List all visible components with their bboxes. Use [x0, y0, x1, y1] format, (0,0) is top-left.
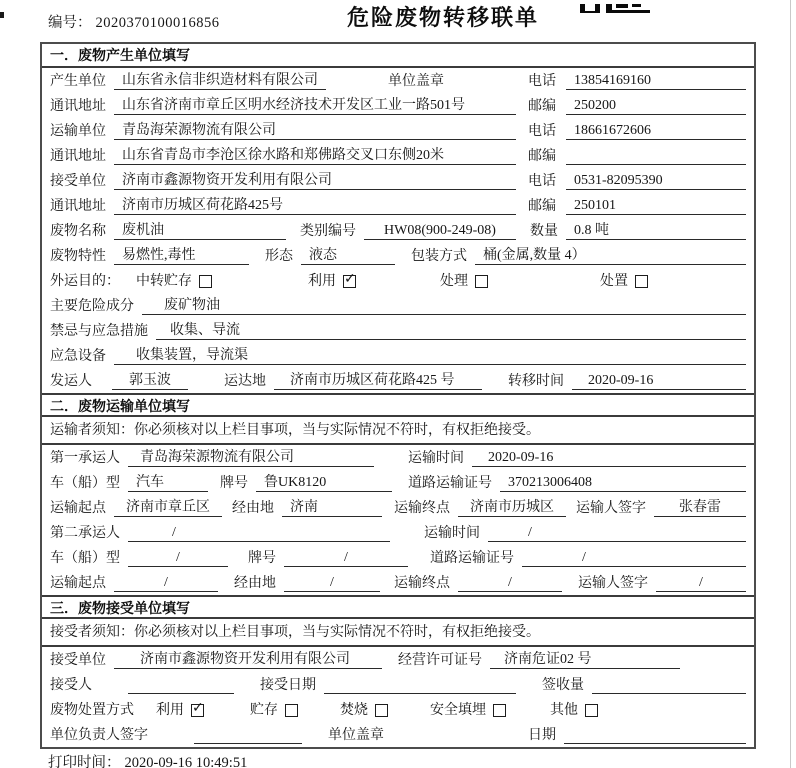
transfer-storage-checkbox [199, 275, 212, 288]
disposal-option-incinerate [340, 702, 388, 719]
accept-date-value [324, 693, 516, 694]
manifest-form [40, 42, 756, 749]
waste-form-label: 形态 [265, 249, 293, 264]
disposal-row [42, 697, 754, 722]
signoff-date-value [564, 743, 746, 744]
destination-value: 济南市历城区荷花路425 号 [274, 372, 482, 390]
receiver-address-label: 通讯地址 [50, 199, 106, 214]
transporter-address-label: 通讯地址 [50, 149, 106, 164]
waste-name-label: 废物名称 [50, 224, 106, 239]
option-label: 利用 [156, 703, 184, 718]
accept-unit-label: 接受单位 [50, 653, 106, 668]
route1-start-label: 运输起点 [50, 501, 106, 516]
route2-via-label: 经由地 [234, 576, 276, 591]
carrier2-time-value: / [488, 524, 746, 542]
vehicle1-label: 车（船）型 [50, 476, 120, 491]
section2-heading: 二．废物运输单位填写 [42, 393, 754, 417]
dispose-checkbox [635, 275, 648, 288]
hazard-value: 废矿物油 [142, 297, 746, 315]
option-label: 处置 [600, 274, 628, 289]
option-label: 焚烧 [340, 703, 368, 718]
waste-traits-value: 易燃性,毒性 [114, 247, 249, 265]
disposal-option-other [550, 702, 598, 719]
vehicle1-value: 汽车 [128, 474, 208, 492]
permit-label: 经营许可证号 [398, 653, 482, 668]
receiver-phone-label: 电话 [528, 174, 556, 189]
taboo-value: 收集、导流 [156, 322, 746, 340]
route2-end-label: 运输终点 [394, 576, 450, 591]
transfer-time-value: 2020-09-16 [572, 372, 746, 390]
waste-name-value: 废机油 [114, 222, 286, 240]
utilize-checkbox: ✓ [344, 271, 356, 287]
receiver-zip-value: 250101 [566, 197, 746, 215]
producer-seal-label: 单位盖章 [388, 74, 444, 89]
acceptor-row [42, 672, 754, 697]
producer-zip-label: 邮编 [528, 99, 556, 114]
option-label: 处理 [440, 274, 468, 289]
disposal-landfill-checkbox [493, 704, 506, 717]
option-label: 其他 [550, 703, 578, 718]
plate2-value: / [284, 549, 408, 567]
waste-traits-row [42, 243, 754, 268]
disposal-label: 废物处置方式 [50, 703, 134, 718]
section3-heading: 三．废物接受单位填写 [42, 595, 754, 619]
disposal-store-checkbox [285, 704, 298, 717]
transporter-zip-value [566, 164, 746, 165]
dispatcher-label: 发运人 [50, 374, 92, 389]
print-time [48, 751, 247, 768]
carrier1-value: 青岛海荣源物流有限公司 [128, 449, 374, 467]
signoff-date-label: 日期 [528, 728, 556, 743]
producer-address-row [42, 93, 754, 118]
signoff-sign-value [194, 743, 302, 744]
scan-edge-line [790, 0, 791, 768]
producer-value: 山东省永信非织造材料有限公司 [114, 72, 326, 90]
waste-qty-value: 0.8 吨 [566, 222, 746, 240]
license1-value: 370213006408 [500, 474, 746, 492]
carrier2-time-label: 运输时间 [424, 526, 480, 541]
carrier1-time-value: 2020-09-16 [472, 449, 746, 467]
dispatcher-value: 郭玉波 [112, 372, 188, 390]
route1-via-value: 济南 [282, 499, 382, 517]
transporter-address-value: 山东省青岛市李沧区徐水路和郑佛路交叉口东侧20米 [114, 147, 516, 165]
producer-label: 产生单位 [50, 74, 106, 89]
producer-phone-value: 13854169160 [566, 72, 746, 90]
option-label: 利用 [308, 274, 336, 289]
route2-end-value: / [458, 574, 562, 592]
producer-zip-value: 250200 [566, 97, 746, 115]
doc-number-value: 2020370100016856 [95, 15, 220, 31]
receiver-zip-label: 邮编 [528, 199, 556, 214]
receiver-label: 接受单位 [50, 174, 106, 189]
destination-label: 运达地 [224, 374, 266, 389]
accept-unit-row [42, 647, 754, 672]
accept-unit-value: 济南市鑫源物资开发利用有限公司 [114, 651, 382, 669]
vehicle2-value: / [128, 549, 228, 567]
waste-qty-label: 数量 [530, 224, 558, 239]
license2-value: / [522, 549, 746, 567]
carrier2-row [42, 520, 754, 545]
vehicle2-label: 车（船）型 [50, 551, 120, 566]
route1-start-value: 济南市章丘区 [114, 499, 222, 517]
signoff-label: 单位负责人签字 [50, 728, 148, 743]
carrier1-time-label: 运输时间 [408, 451, 464, 466]
waste-name-row [42, 218, 754, 243]
section3-notice: 接受者须知：你必须核对以上栏目事项，当与实际情况不符时，有权拒绝接受。 [42, 619, 754, 647]
hazard-label: 主要危险成分 [50, 299, 134, 314]
waste-package-value: 桶(金属,数量 4） [475, 247, 746, 265]
purpose-row [42, 268, 754, 293]
taboo-label: 禁忌与应急措施 [50, 324, 148, 339]
disposal-option-landfill [430, 702, 506, 719]
vehicle1-row [42, 470, 754, 495]
acceptor-label: 接受人 [50, 678, 92, 693]
receiver-address-value: 济南市历城区荷花路425号 [114, 197, 516, 215]
producer-phone-label: 电话 [528, 74, 556, 89]
carrier2-value: / [128, 524, 390, 542]
equipment-label: 应急设备 [50, 349, 106, 364]
license1-label: 道路运输证号 [408, 476, 492, 491]
taboo-row [42, 318, 754, 343]
permit-value: 济南危证02 号 [490, 651, 680, 669]
receiver-value: 济南市鑫源物资开发利用有限公司 [114, 172, 516, 190]
disposal-incinerate-checkbox [375, 704, 388, 717]
transporter-value: 青岛海荣源物流有限公司 [114, 122, 516, 140]
route2-via-value: / [284, 574, 380, 592]
signoff-seal-label: 单位盖章 [328, 728, 384, 743]
carrier1-row [42, 445, 754, 470]
producer-address-label: 通讯地址 [50, 99, 106, 114]
route1-via-label: 经由地 [232, 501, 274, 516]
route2-sign-value: / [656, 574, 746, 592]
carrier2-label: 第二承运人 [50, 526, 120, 541]
purpose-option-utilize [308, 273, 356, 290]
route2-start-value: / [114, 574, 218, 592]
purpose-option-treat [440, 273, 488, 290]
accept-date-label: 接受日期 [260, 678, 316, 693]
route1-end-label: 运输终点 [394, 501, 450, 516]
vehicle2-row [42, 545, 754, 570]
dispatch-row [42, 368, 754, 393]
transporter-phone-label: 电话 [528, 124, 556, 139]
route1-row [42, 495, 754, 520]
plate2-label: 牌号 [248, 551, 276, 566]
license2-label: 道路运输证号 [430, 551, 514, 566]
receiver-phone-value: 0531-82095390 [566, 172, 746, 190]
page-title: 危险废物转移联单 [346, 5, 539, 30]
route2-row [42, 570, 754, 595]
waste-form-value: 液态 [301, 247, 395, 265]
route1-sign-value: 张春雷 [654, 499, 746, 517]
waste-category-label: 类别编号 [300, 224, 356, 239]
doc-number-label: 编号： [48, 15, 92, 31]
sign-qty-value [592, 693, 746, 694]
plate1-value: 鲁UK8120 [256, 474, 392, 492]
transporter-row [42, 118, 754, 143]
producer-address-value: 山东省济南市章丘区明水经济技术开发区工业一路501号 [114, 97, 516, 115]
signoff-row [42, 722, 754, 747]
transporter-label: 运输单位 [50, 124, 106, 139]
option-label: 贮存 [250, 703, 278, 718]
disposal-other-checkbox [585, 704, 598, 717]
transporter-phone-value: 18661672606 [566, 122, 746, 140]
plate1-label: 牌号 [220, 476, 248, 491]
hazard-row [42, 293, 754, 318]
route2-start-label: 运输起点 [50, 576, 106, 591]
carrier1-label: 第一承运人 [50, 451, 120, 466]
option-label: 中转贮存 [136, 274, 192, 289]
treat-checkbox [475, 275, 488, 288]
receiver-address-row [42, 193, 754, 218]
disposal-option-utilize [156, 702, 204, 719]
print-time-value: 2020-09-16 10:49:51 [124, 755, 248, 768]
disposal-utilize-checkbox: ✓ [192, 700, 204, 716]
section2-notice: 运输者须知：你必须核对以上栏目事项，当与实际情况不符时，有权拒绝接受。 [42, 417, 754, 445]
disposal-option-store [250, 702, 298, 719]
route1-end-value: 济南市历城区 [458, 499, 566, 517]
waste-traits-label: 废物特性 [50, 249, 106, 264]
purpose-option-transfer-storage [136, 273, 212, 290]
section1-heading: 一．废物产生单位填写 [42, 44, 754, 68]
receiver-row [42, 168, 754, 193]
waste-package-label: 包装方式 [411, 249, 467, 264]
purpose-label: 外运目的： [50, 274, 120, 289]
acceptor-value [128, 693, 234, 694]
transporter-address-row [42, 143, 754, 168]
transfer-time-label: 转移时间 [508, 374, 564, 389]
route2-sign-label: 运输人签字 [578, 576, 648, 591]
print-time-label: 打印时间： [48, 755, 121, 768]
equipment-value: 收集装置，导流渠 [114, 347, 746, 365]
sign-qty-label: 签收量 [542, 678, 584, 693]
producer-row [42, 68, 754, 93]
equipment-row [42, 343, 754, 368]
waste-category-value: HW08(900-249-08) [364, 222, 516, 240]
purpose-option-dispose [600, 273, 648, 290]
option-label: 安全填埋 [430, 703, 486, 718]
transporter-zip-label: 邮编 [528, 149, 556, 164]
route1-sign-label: 运输人签字 [576, 501, 646, 516]
